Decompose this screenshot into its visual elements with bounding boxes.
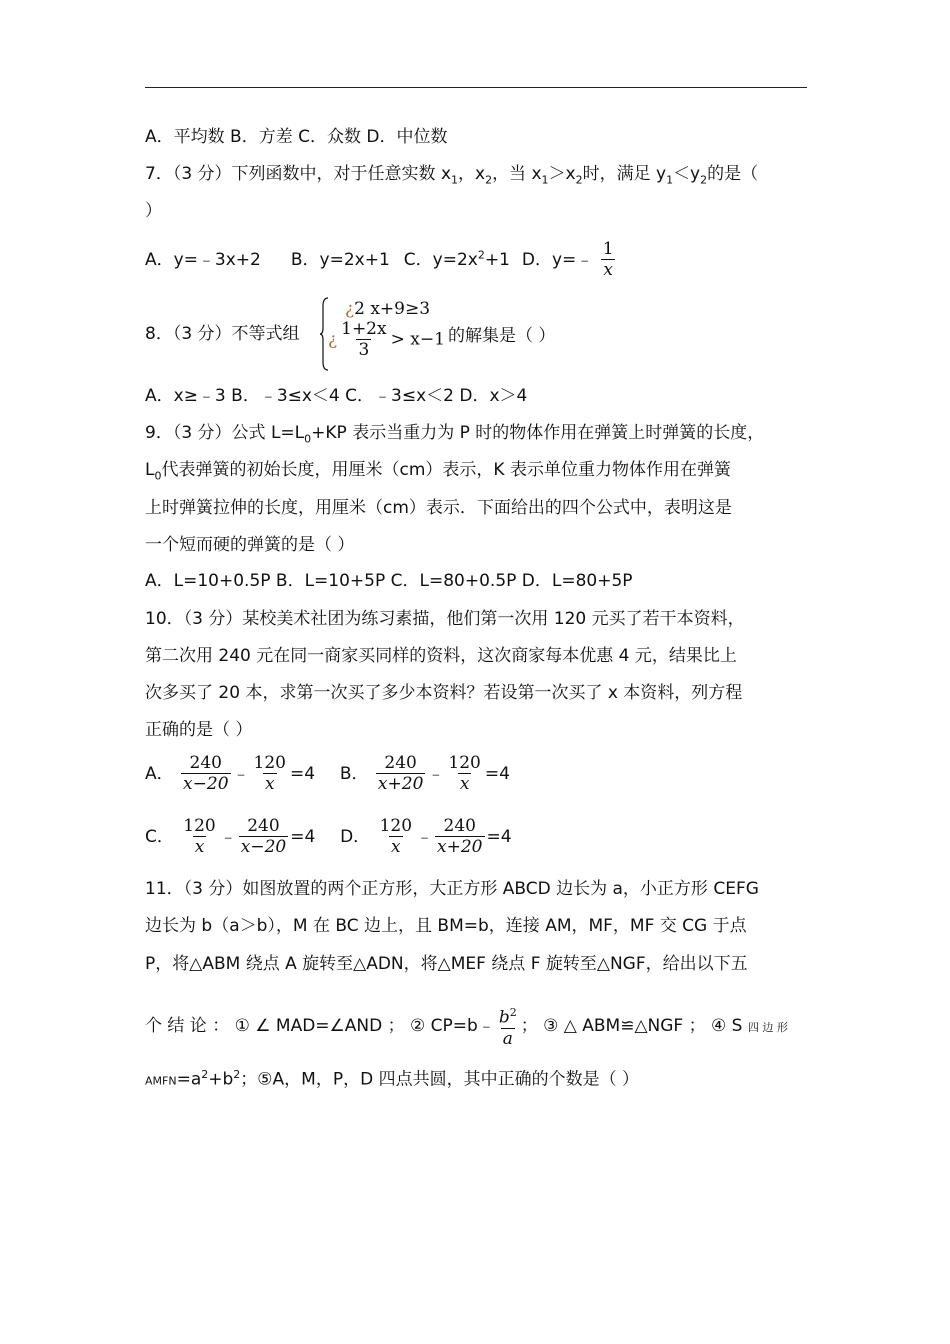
q7-fraction: $\frac{1}{x}$: [602, 239, 614, 280]
q10-options-cd: C． $\frac{120}{x}$ ﹣ $\frac{240}{x-20}$ =4 D． $\frac{120}{x}$ ﹣ $\frac{240}{x+20}$ =4: [145, 816, 512, 857]
q11-line3: P，将△ABM 绕点 A 旋转至△ADN，将△MEF 绕点 F 旋转至△NGF，给出以下五: [145, 954, 748, 974]
q11-line2: 边长为 b（a＞b），M 在 BC 边上，且 BM=b，连接 AM，MF，MF 交 CG 于点: [145, 916, 747, 936]
header-rule: [145, 87, 807, 88]
q10-c-frac2: $\frac{240}{x-20}$: [240, 816, 287, 857]
q10-d-frac2: $\frac{240}{x+20}$: [437, 816, 483, 857]
q9-line2: $L_0$代表弹簧的初始长度，用厘米（cm）表示，K 表示单位重力物体作用在弹簧: [145, 460, 731, 483]
q10-line1: 10．（3 分）某校美术社团为练习素描，他们第一次用 120 元买了若干本资料，: [145, 609, 745, 629]
q10-b-frac1: $\frac{240}{x+20}$: [377, 753, 424, 794]
q9-options: A．L=10+0.5P B．L=10+5P C．L=80+0.5P D．L=80+5P: [145, 571, 633, 591]
q9-line3: 上时弹簧拉伸的长度，用厘米（cm）表示．下面给出的四个公式中，表明这是: [145, 498, 732, 518]
q11-fraction: $\frac{b^2}{a}$: [498, 1006, 517, 1049]
q7-stem-close: ）: [145, 201, 162, 221]
q8-fraction: $\frac{1+2x}{3}$: [341, 319, 387, 360]
q10-line2: 第二次用 240 元在同一商家买同样的资料，这次商家每本优惠 4 元，结果比上: [145, 646, 737, 666]
q7-options: A．y=﹣3x+2 B．y=2x+1 C．$y=2x^2+1$ D．y=﹣ $\frac{1}{x}$: [145, 239, 614, 280]
q10-a-frac1: $\frac{240}{x-20}$: [183, 753, 229, 794]
q8-row2: ¿ $\frac{1+2x}{3}$ > x−1: [328, 319, 445, 360]
q8-options: A．x≥﹣3 B．﹣3≤x＜4 C．﹣3≤x＜2 D．x＞4: [145, 386, 528, 406]
q7-stem: 7．（3 分）下列函数中，对于任意实数 $x_1$，$x_2$，当 $x_1>x_2$时，满足 $y_1<y_2$的是（: [145, 164, 759, 187]
q8-row1: ¿2 x+9≥3: [345, 299, 431, 319]
q10-line3: 次多买了 20 本，求第一次买了多少本资料？若设第一次买了 x 本资料，列方程: [145, 683, 743, 703]
q10-d-frac1: $\frac{120}{x}$: [379, 816, 413, 857]
q10-b-frac2: $\frac{120}{x}$: [448, 753, 481, 794]
q11-line4: 个 结 论 ： ① ∠ MAD=∠AND ； ② CP=b﹣ $\frac{b^2}{a}$ ； ③ △ ABM≌△NGF ； ④ S 四 边 形: [145, 1003, 788, 1049]
q8-stem: 8．（3 分）不等式组: [145, 324, 300, 344]
q8-tail: 的解集是（ ）: [448, 326, 556, 346]
q10-c-frac1: $\frac{120}{x}$: [183, 816, 216, 857]
q10-options-ab: A． $\frac{240}{x-20}$ ﹣ $\frac{120}{x}$ =4 B． $\frac{240}{x+20}$ ﹣ $\frac{120}{x}$ =4: [145, 753, 510, 794]
q10-line4: 正确的是（ ）: [145, 720, 253, 740]
q9-line4: 一个短而硬的弹簧的是（ ）: [145, 535, 355, 555]
q10-a-frac2: $\frac{120}{x}$: [253, 753, 286, 794]
q6-options: A．平均数 B．方差 C．众数 D．中位数: [145, 127, 448, 147]
q9-line1: 9．（3 分）公式 $L=L_0+KP$ 表示当重力为 P 时的物体作用在弹簧上时弹簧的长度，: [145, 423, 765, 446]
q11-line1: 11．（3 分）如图放置的两个正方形，大正方形 ABCD 边长为 a，小正方形 CEFG: [145, 879, 759, 899]
q11-line5: $AMFN=a^2+b^2$；⑤A，M，P，D 四点共圆，其中正确的个数是（ ）: [145, 1068, 639, 1090]
